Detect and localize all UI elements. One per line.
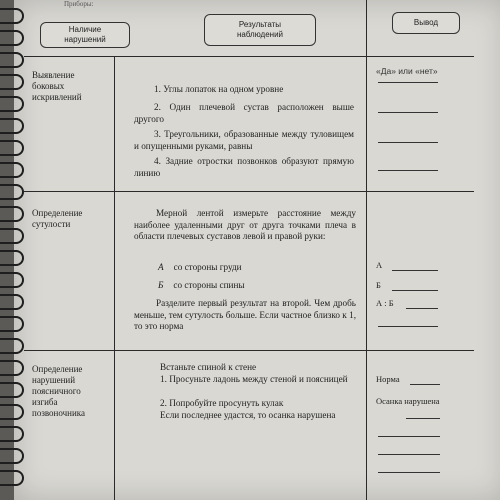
row1-note: «Да» или «нет» bbox=[376, 66, 438, 76]
top-fragment: Приборы: bbox=[64, 0, 94, 8]
row3-label: Определение нарушений поясничного изгиба позвоночника bbox=[32, 364, 86, 418]
spiral-coil bbox=[0, 316, 24, 332]
row1-answer-3[interactable] bbox=[378, 142, 438, 143]
grid-line-col1 bbox=[114, 56, 115, 500]
row3-out-bad-field[interactable] bbox=[406, 418, 440, 419]
header-observations-text: Результаты наблюдений bbox=[236, 20, 284, 39]
spiral-binding bbox=[0, 0, 22, 500]
spiral-coil bbox=[0, 272, 24, 288]
row2-out-a-field[interactable] bbox=[392, 270, 438, 271]
spiral-coil bbox=[0, 470, 24, 486]
spiral-coil bbox=[0, 140, 24, 156]
header-observations bbox=[204, 14, 316, 46]
row2-option-b bbox=[158, 280, 358, 292]
row1-answer-1[interactable] bbox=[378, 82, 438, 83]
spiral-coil bbox=[0, 162, 24, 178]
spiral-coil bbox=[0, 206, 24, 222]
row1-item-4: 4. Задние отростки позвонков образуют прямую линию bbox=[134, 156, 354, 178]
row2-out-b-label: Б bbox=[376, 280, 381, 290]
row3-item-3: 2. Попробуйте просунуть кулак bbox=[160, 398, 284, 408]
row2-option-a-letter: А bbox=[158, 262, 164, 272]
row1-answer-4[interactable] bbox=[378, 170, 438, 171]
spiral-coil bbox=[0, 360, 24, 376]
row2-option-b-text: со стороны спины bbox=[173, 280, 245, 290]
header-violations bbox=[40, 22, 130, 48]
spiral-coil bbox=[0, 448, 24, 464]
row1-item-3: 3. Треугольники, образованные между туловищем и опущенными руками, равны bbox=[134, 129, 354, 151]
row2-option-a bbox=[158, 262, 358, 274]
row2-instruction: Разделите первый результат на второй. Чем дробь меньше, тем сутулость больше. Если частное близко к 1, то это норма bbox=[134, 298, 356, 331]
spiral-coil bbox=[0, 404, 24, 420]
row3-answer-5[interactable] bbox=[378, 472, 440, 473]
spiral-coil bbox=[0, 52, 24, 68]
header-violations-text: Наличие нарушений bbox=[64, 25, 106, 44]
row3-answer-3[interactable] bbox=[378, 436, 440, 437]
row3-item-1: Встаньте спиной к стене bbox=[160, 362, 257, 372]
row3-item-2: 1. Просуньте ладонь между стеной и поясницей bbox=[160, 374, 348, 384]
row3-out-norm-field[interactable] bbox=[410, 384, 440, 385]
grid-line-col2 bbox=[366, 0, 367, 500]
row2-option-a-text: со стороны груди bbox=[173, 262, 242, 272]
workbook-page bbox=[14, 0, 500, 500]
row3-out-bad-label: Осанка нарушена bbox=[376, 396, 440, 406]
row2-option-b-letter: Б bbox=[158, 280, 164, 290]
row2-out-a-label: А bbox=[376, 260, 383, 270]
row1-label: Выявление боковых искривлений bbox=[32, 70, 82, 102]
spiral-coil bbox=[0, 250, 24, 266]
spiral-coil bbox=[0, 228, 24, 244]
row2-out-ab-label: А : Б bbox=[376, 298, 394, 308]
spiral-coil bbox=[0, 382, 24, 398]
spiral-coil bbox=[0, 118, 24, 134]
spiral-coil bbox=[0, 338, 24, 354]
header-conclusion bbox=[392, 12, 460, 34]
grid-line-header-bottom bbox=[24, 56, 474, 57]
row2-intro: Мерной лентой измерьте расстояние между наиболее удаленными друг от друга точками плеча в области плечевых суставов левой и правой руки: bbox=[134, 208, 356, 241]
header-conclusion-text: Вывод bbox=[413, 18, 439, 27]
row2-out-ab-field[interactable] bbox=[406, 308, 438, 309]
row3-answer-4[interactable] bbox=[378, 454, 440, 455]
row2-label: Определение сутулости bbox=[32, 208, 83, 229]
spiral-coil bbox=[0, 30, 24, 46]
spiral-coil bbox=[0, 426, 24, 442]
row2-answer-extra[interactable] bbox=[378, 326, 438, 327]
row1-answer-2[interactable] bbox=[378, 112, 438, 113]
grid-line-row1 bbox=[24, 191, 474, 192]
row3-item-4: Если последнее удастся, то осанка нарушена bbox=[160, 410, 336, 420]
grid-line-row2 bbox=[24, 350, 474, 351]
row1-item-2: 2. Один плечевой сустав расположен выше другого bbox=[134, 102, 354, 124]
spiral-coil bbox=[0, 96, 24, 112]
spiral-coil bbox=[0, 184, 24, 200]
row1-item-1: 1. Углы лопаток на одном уровне bbox=[154, 84, 284, 94]
spiral-coil bbox=[0, 294, 24, 310]
row2-out-b-field[interactable] bbox=[392, 290, 438, 291]
spiral-coil bbox=[0, 8, 24, 24]
spiral-coil bbox=[0, 74, 24, 90]
row3-out-norm-label: Норма bbox=[376, 374, 400, 384]
